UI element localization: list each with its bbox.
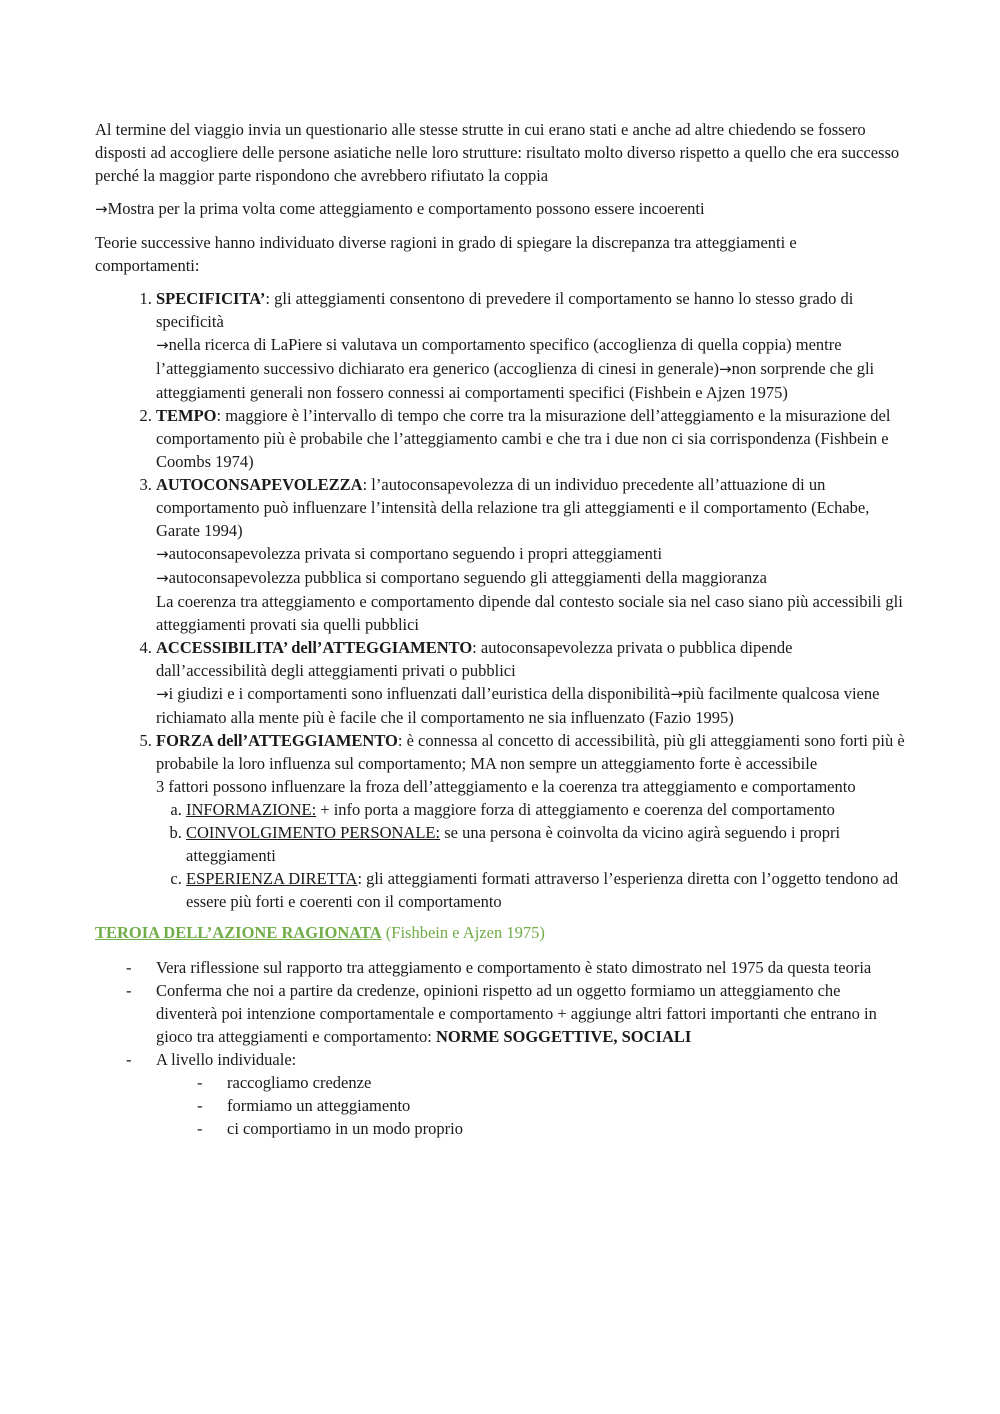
list-item: - Vera riflessione sul rapporto tra atteggiamento e comportamento è stato dimostrato nel 1975 da questa teoria — [156, 956, 905, 979]
factor-text: : gli atteggiamenti formati attraverso l’esperienza diretta con l’oggetto tendono ad essere più forti e coerenti con il comportamento — [186, 869, 899, 911]
list-item: - ci comportiamo in un modo proprio — [227, 1117, 905, 1140]
list-item — [186, 867, 905, 913]
right-arrow-icon: → — [156, 336, 169, 354]
list-item: - formiamo un atteggiamento — [227, 1094, 905, 1117]
item-term: TEMPO — [156, 406, 217, 425]
item-note: →i giudizi e i comportamenti sono influenzati dall’euristica della disponibilità→più facilmente qualcosa viene richiamato alla mente più è facile che il comportamento ne sia influenzato (Fazio 1995) — [156, 684, 880, 727]
item-term: SPECIFICITA’ — [156, 289, 266, 308]
item-term: ACCESSIBILITA’ dell’ATTEGGIAMENTO — [156, 638, 473, 657]
item-term: AUTOCONSAPEVOLEZZA — [156, 475, 363, 494]
item-text: : è connessa al concetto di accessibilità, più gli atteggiamenti sono forti più è probabile la loro influenza sul comportamento; MA non sempre un atteggiamento forte è accessibile — [156, 731, 905, 773]
section-title: TEROIA DELL’AZIONE RAGIONATA — [95, 923, 382, 942]
item-note: →autoconsapevolezza pubblica si comportano seguendo gli atteggiamenti della maggioranza — [156, 568, 767, 587]
right-arrow-icon: → — [156, 569, 169, 587]
item-term: FORZA dell’ATTEGGIAMENTO — [156, 731, 398, 750]
list-item — [156, 287, 905, 404]
item-text: : gli atteggiamenti consentono di prevedere il comportamento se hanno lo stesso grado di specificità — [156, 289, 854, 331]
section-heading — [95, 921, 905, 944]
factor-label: INFORMAZIONE: — [186, 800, 317, 819]
intro-paragraph: Al termine del viaggio invia un questionario alle stesse strutte in cui erano stati e anche ad altre chiedendo se fossero disposti ad accogliere delle persone asiatiche nelle loro strutture: risultato molto diverso rispetto a quello che era successo perché la maggior parte rispondono che avrebbero rifiutato la coppia — [95, 120, 900, 185]
factor-text: + info porta a maggiore forza di atteggiamento e coerenza del comportamento — [316, 800, 835, 819]
section-citation: (Fishbein e Ajzen 1975) — [381, 923, 545, 942]
bold-phrase: NORME SOGGETTIVE, SOCIALI — [435, 1027, 692, 1046]
factor-label: COINVOLGIMENTO PERSONALE: — [186, 823, 441, 842]
reasons-list — [95, 287, 905, 913]
reasons-intro-paragraph: Teorie successive hanno individuato diverse ragioni in grado di spiegare la discrepanza tra atteggiamenti e comportamenti: — [95, 233, 797, 275]
list-item — [156, 636, 905, 729]
list-item: - Conferma che noi a partire da credenze, opinioni rispetto ad un oggetto formiamo un atteggiamento che diventerà poi intenzione comportamentale e comportamento + aggiunge altri fattori importanti che entrano in gioco tra atteggiamenti e comportamento: NORME SOGGETTIVE, SOCIALI — [156, 979, 905, 1048]
list-item — [156, 473, 905, 636]
item-note: La coerenza tra atteggiamento e comportamento dipende dal contesto sociale sia nel caso siano più accessibili gli atteggiamenti provati sia quelli pubblici — [156, 592, 903, 634]
factors-list — [156, 798, 905, 913]
right-arrow-icon: → — [719, 360, 732, 378]
list-item — [156, 404, 905, 473]
item-note: →nella ricerca di LaPiere si valutava un comportamento specifico (accoglienza di quella coppia) mentre l’atteggiamento successivo dichiarato era generico (accoglienza di cinesi in generale)→non sorprende che gli atteggiamenti generali non fossero connessi ai comportamenti specifici (Fishbein e Ajzen 1975) — [156, 335, 875, 402]
item-text: : l’autoconsapevolezza di un individuo precedente all’attuazione di un comportamento può influenzare l’intensità della relazione tra gli atteggiamenti e il comportamento (Echabe, Garate 1994) — [156, 475, 870, 540]
list-item: - raccogliamo credenze — [227, 1071, 905, 1094]
arrow-paragraph-text: Mostra per la prima volta come atteggiamento e comportamento possono essere incoerenti — [107, 199, 705, 218]
list-item — [156, 729, 905, 913]
individual-level-list — [156, 1071, 905, 1140]
factor-label: ESPERIENZA DIRETTA — [186, 869, 358, 888]
item-note: →autoconsapevolezza privata si comportano seguendo i propri atteggiamenti — [156, 544, 663, 563]
list-item — [186, 798, 905, 821]
right-arrow-icon: → — [156, 685, 169, 703]
item-note: 3 fattori possono influenzare la froza dell’atteggiamento e la coerenza tra atteggiamento e comportamento — [156, 777, 856, 796]
arrow-paragraph — [95, 197, 905, 221]
document-page — [95, 118, 905, 1140]
list-item — [186, 821, 905, 867]
list-item: - A livello individuale: - raccogliamo credenze - formiamo un atteggiamento - ci comportiamo in un modo proprio — [156, 1048, 905, 1140]
factor-text: se una persona è coinvolta da vicino agirà seguendo i propri atteggiamenti — [186, 823, 841, 865]
right-arrow-icon: → — [670, 685, 683, 703]
item-text: : maggiore è l’intervallo di tempo che corre tra la misurazione dell’atteggiamento e la misurazione del comportamento più è probabile che l’atteggiamento cambi e che tra i due non ci sia corrispondenza (Fishbein e Coombs 1974) — [156, 406, 891, 471]
right-arrow-icon: → — [95, 200, 108, 218]
theory-bullets — [95, 956, 905, 1140]
right-arrow-icon: → — [156, 545, 169, 563]
item-text: : autoconsapevolezza privata o pubblica dipende dall’accessibilità degli atteggiamenti privati o pubblici — [156, 638, 793, 680]
